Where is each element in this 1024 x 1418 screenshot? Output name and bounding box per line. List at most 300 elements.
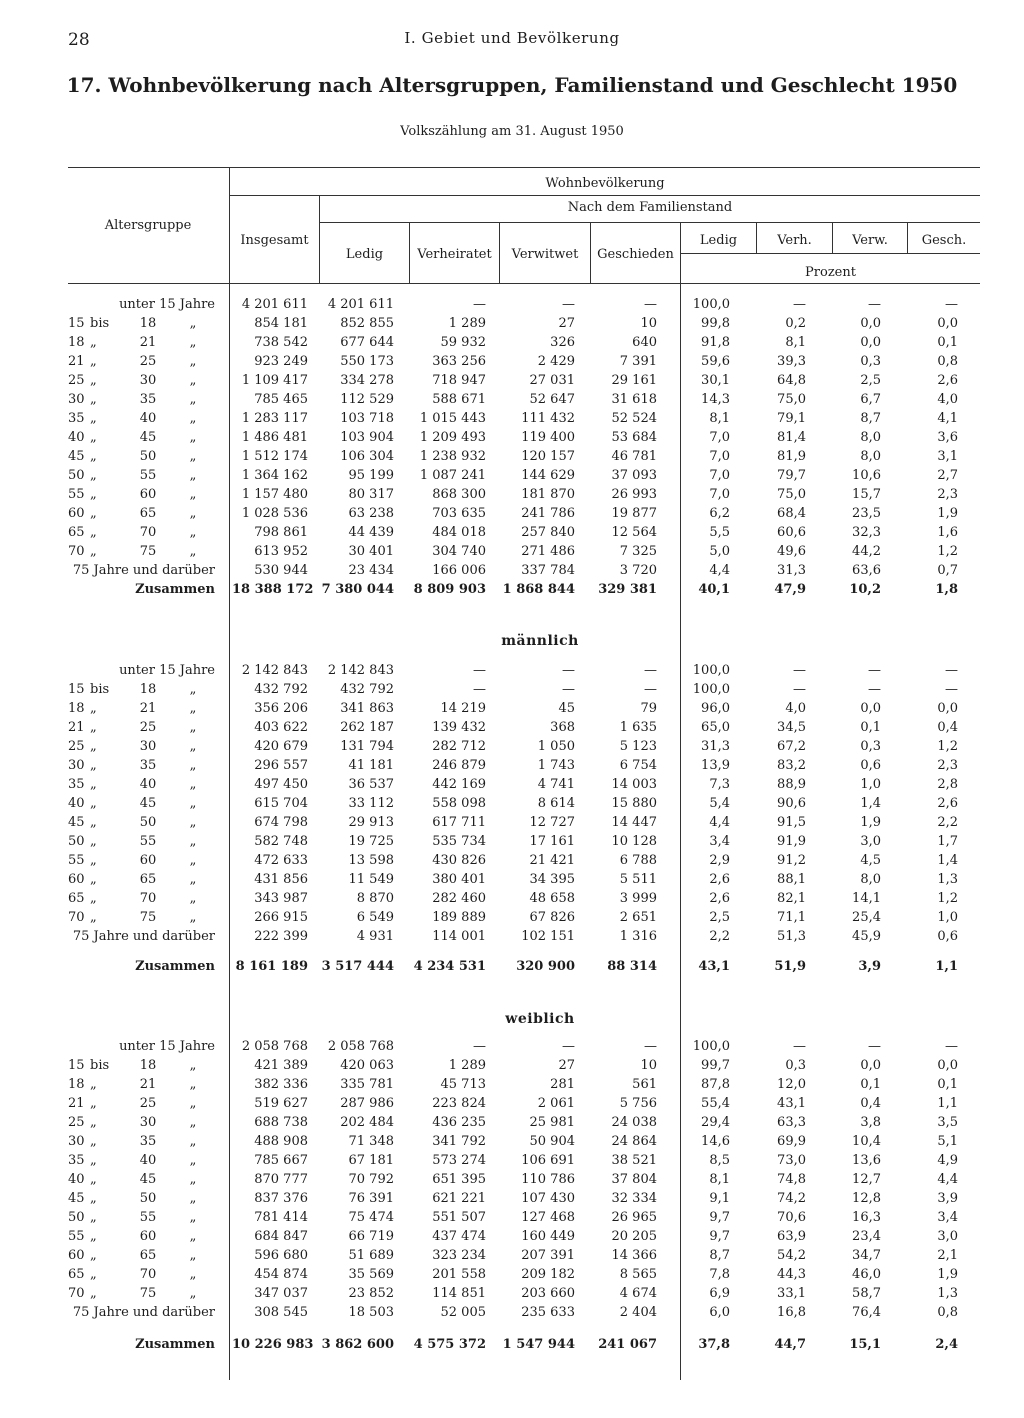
table-row <box>0 1284 1024 1303</box>
age-from: 35 <box>68 1153 85 1168</box>
cell-pct-verw: 12,7 <box>852 1172 881 1187</box>
age-from: 45 <box>68 449 85 464</box>
table-row <box>0 1075 1024 1094</box>
age-from: 25 <box>68 1115 85 1130</box>
cell-verwitwet: 241 786 <box>521 506 575 521</box>
ditto-mark: „ <box>189 487 197 502</box>
cell-insgesamt: 613 952 <box>254 544 308 559</box>
cell-verheiratet: 282 712 <box>432 739 486 754</box>
ditto-mark: „ <box>189 430 197 445</box>
total-pct-verh: 44,7 <box>774 1337 806 1352</box>
cell-ledig: 33 112 <box>348 796 394 811</box>
age-to: 35 <box>139 392 157 407</box>
cell-pct-ledig: 6,0 <box>709 1305 730 1320</box>
cell-pct-verw: 76,4 <box>852 1305 881 1320</box>
total-label: Zusammen <box>135 959 215 974</box>
cell-verheiratet: 363 256 <box>432 354 486 369</box>
total-verheiratet: 4 234 531 <box>413 959 486 974</box>
header-ledig: Ledig <box>345 247 384 262</box>
cell-pct-gesch: 2,3 <box>937 758 958 773</box>
age-from: 15 <box>68 1058 85 1073</box>
cell-pct-verw: — <box>868 682 881 697</box>
cell-verwitwet: 326 <box>550 335 575 350</box>
header-verheiratet: Verheiratet <box>417 247 492 262</box>
table-row <box>0 561 1024 580</box>
cell-pct-verh: 69,9 <box>777 1134 806 1149</box>
age-from: 70 <box>68 910 85 925</box>
total-pct-verw: 10,2 <box>849 582 881 597</box>
table-row <box>0 1303 1024 1322</box>
cell-insgesamt: 1 486 481 <box>241 430 308 445</box>
cell-pct-gesch: — <box>945 297 958 312</box>
cell-pct-verw: 3,8 <box>860 1115 881 1130</box>
cell-insgesamt: 2 058 768 <box>241 1039 308 1054</box>
cell-pct-verw: 8,0 <box>860 449 881 464</box>
table-row <box>0 756 1024 775</box>
cell-ledig: 334 278 <box>340 373 394 388</box>
age-to: 18 <box>139 1058 157 1073</box>
cell-pct-gesch: 3,0 <box>937 1229 958 1244</box>
cell-verheiratet: — <box>473 663 486 678</box>
age-from: 55 <box>68 487 85 502</box>
age-from: 65 <box>68 1267 85 1282</box>
cell-pct-verh: 63,3 <box>777 1115 806 1130</box>
cell-pct-verh: 60,6 <box>777 525 806 540</box>
ditto-mark: „ <box>189 1058 197 1073</box>
cell-geschieden: 7 325 <box>619 544 657 559</box>
ditto-mark: „ <box>189 739 197 754</box>
cell-verheiratet: 621 221 <box>432 1191 486 1206</box>
table-row <box>0 485 1024 504</box>
cell-ledig: 4 201 611 <box>327 297 394 312</box>
age-to: 50 <box>139 1191 157 1206</box>
cell-pct-ledig: 8,1 <box>709 1172 730 1187</box>
cell-ledig: 71 348 <box>348 1134 394 1149</box>
table-row <box>0 661 1024 680</box>
cell-pct-verh: 68,4 <box>777 506 806 521</box>
cell-pct-gesch: 1,7 <box>937 834 958 849</box>
age-connector: „ <box>90 544 97 559</box>
cell-geschieden: 10 128 <box>611 834 657 849</box>
total-pct-ledig: 37,8 <box>698 1337 730 1352</box>
cell-pct-verw: 25,4 <box>852 910 881 925</box>
age-connector: „ <box>90 1096 97 1111</box>
age-from: 18 <box>68 701 85 716</box>
table-row <box>0 371 1024 390</box>
table-row <box>0 889 1024 908</box>
cell-verheiratet: 341 792 <box>432 1134 486 1149</box>
cell-verheiratet: 558 098 <box>432 796 486 811</box>
cell-verwitwet: 27 <box>558 1058 575 1073</box>
cell-ledig: 131 794 <box>340 739 394 754</box>
cell-ledig: 29 913 <box>348 815 394 830</box>
ditto-mark: „ <box>189 1267 197 1282</box>
cell-geschieden: 46 781 <box>611 449 657 464</box>
cell-insgesamt: 222 399 <box>254 929 308 944</box>
header-rule-familienstand <box>320 222 980 223</box>
cell-pct-ledig: 100,0 <box>692 1039 730 1054</box>
cell-pct-ledig: 2,6 <box>709 891 730 906</box>
ditto-mark: „ <box>189 468 197 483</box>
header-prozent: Prozent <box>805 265 856 280</box>
cell-geschieden: 26 993 <box>611 487 657 502</box>
cell-pct-verh: 63,9 <box>777 1229 806 1244</box>
age-connector: „ <box>90 1267 97 1282</box>
age-from: 21 <box>68 1096 85 1111</box>
table-row <box>0 542 1024 561</box>
age-group-label: 75 Jahre und darüber <box>72 929 215 944</box>
cell-pct-ledig: 2,9 <box>709 853 730 868</box>
age-group-label: unter 15 Jahre <box>119 297 215 312</box>
cell-verheiratet: 14 219 <box>440 701 486 716</box>
ditto-mark: „ <box>189 815 197 830</box>
cell-pct-verh: 88,9 <box>777 777 806 792</box>
age-to: 55 <box>139 468 157 483</box>
cell-verwitwet: 2 061 <box>537 1096 575 1111</box>
age-connector: „ <box>90 720 97 735</box>
cell-pct-ledig: 29,4 <box>701 1115 730 1130</box>
cell-pct-verw: 0,1 <box>860 720 881 735</box>
age-connector: „ <box>90 487 97 502</box>
cell-pct-verh: — <box>793 297 806 312</box>
cell-ledig: 287 986 <box>340 1096 394 1111</box>
cell-geschieden: 5 511 <box>619 872 657 887</box>
age-from: 50 <box>68 468 85 483</box>
cell-pct-verh: 8,1 <box>785 335 806 350</box>
cell-pct-verh: 75,0 <box>777 392 806 407</box>
cell-geschieden: 14 447 <box>611 815 657 830</box>
ditto-mark: „ <box>189 1210 197 1225</box>
age-to: 65 <box>139 506 157 521</box>
cell-ledig: 23 852 <box>348 1286 394 1301</box>
total-geschieden: 241 067 <box>598 1337 657 1352</box>
age-connector: „ <box>90 335 97 350</box>
cell-pct-gesch: 2,3 <box>937 487 958 502</box>
cell-pct-gesch: — <box>945 663 958 678</box>
age-connector: „ <box>90 1172 97 1187</box>
cell-pct-verw: 34,7 <box>852 1248 881 1263</box>
cell-pct-gesch: 4,1 <box>937 411 958 426</box>
cell-geschieden: 561 <box>632 1077 657 1092</box>
cell-pct-verh: 75,0 <box>777 487 806 502</box>
age-connector: „ <box>90 449 97 464</box>
cell-geschieden: 14 366 <box>611 1248 657 1263</box>
cell-pct-gesch: 1,3 <box>937 872 958 887</box>
cell-insgesamt: 296 557 <box>254 758 308 773</box>
cell-insgesamt: 615 704 <box>254 796 308 811</box>
cell-verwitwet: 181 870 <box>521 487 575 502</box>
cell-verwitwet: 34 395 <box>529 872 575 887</box>
cell-pct-verw: 3,0 <box>860 834 881 849</box>
cell-pct-verw: 46,0 <box>852 1267 881 1282</box>
age-to: 70 <box>139 891 157 906</box>
cell-insgesamt: 432 792 <box>254 682 308 697</box>
total-geschieden: 88 314 <box>607 959 657 974</box>
cell-ledig: 44 439 <box>348 525 394 540</box>
cell-pct-verh: 81,9 <box>777 449 806 464</box>
ditto-mark: „ <box>189 1172 197 1187</box>
age-to: 60 <box>139 853 157 868</box>
cell-insgesamt: 1 364 162 <box>241 468 308 483</box>
age-connector: „ <box>90 373 97 388</box>
table-row <box>0 813 1024 832</box>
cell-ledig: 95 199 <box>348 468 394 483</box>
cell-ledig: 80 317 <box>348 487 394 502</box>
cell-pct-verh: 12,0 <box>777 1077 806 1092</box>
cell-pct-verh: 70,6 <box>777 1210 806 1225</box>
age-to: 45 <box>139 430 157 445</box>
cell-pct-ledig: 31,3 <box>701 739 730 754</box>
cell-pct-ledig: 3,4 <box>709 834 730 849</box>
cell-ledig: 112 529 <box>340 392 394 407</box>
cell-verheiratet: 703 635 <box>432 506 486 521</box>
age-connector: „ <box>90 777 97 792</box>
table-row <box>0 333 1024 352</box>
age-to: 50 <box>139 449 157 464</box>
cell-verheiratet: 1 015 443 <box>419 411 486 426</box>
age-from: 40 <box>68 796 85 811</box>
total-pct-gesch: 1,1 <box>935 959 958 974</box>
table-row <box>0 870 1024 889</box>
cell-verwitwet: 127 468 <box>521 1210 575 1225</box>
ditto-mark: „ <box>189 1248 197 1263</box>
cell-pct-gesch: 3,6 <box>937 430 958 445</box>
total-verwitwet: 1 547 944 <box>502 1337 575 1352</box>
age-from: 50 <box>68 834 85 849</box>
table-row <box>0 447 1024 466</box>
table-row <box>0 680 1024 699</box>
age-group-label: unter 15 Jahre <box>119 663 215 678</box>
table-row <box>0 699 1024 718</box>
age-to: 35 <box>139 758 157 773</box>
age-connector: „ <box>90 1134 97 1149</box>
age-to: 25 <box>139 354 157 369</box>
cell-pct-verw: 4,5 <box>860 853 881 868</box>
cell-pct-gesch: 0,0 <box>937 1058 958 1073</box>
table-row <box>0 295 1024 314</box>
cell-geschieden: 37 093 <box>611 468 657 483</box>
cell-verheiratet: 651 395 <box>432 1172 486 1187</box>
cell-pct-verw: 2,5 <box>860 373 881 388</box>
cell-insgesamt: 870 777 <box>254 1172 308 1187</box>
age-from: 15 <box>68 316 85 331</box>
cell-pct-verh: 74,2 <box>777 1191 806 1206</box>
age-from: 45 <box>68 815 85 830</box>
total-verheiratet: 4 575 372 <box>413 1337 486 1352</box>
cell-verheiratet: 437 474 <box>432 1229 486 1244</box>
total-pct-verw: 15,1 <box>849 1337 881 1352</box>
total-pct-gesch: 1,8 <box>935 582 958 597</box>
cell-pct-verh: 71,1 <box>777 910 806 925</box>
cell-pct-ledig: 9,7 <box>709 1210 730 1225</box>
age-connector: „ <box>90 1153 97 1168</box>
cell-geschieden: 12 564 <box>611 525 657 540</box>
cell-verwitwet: — <box>562 663 575 678</box>
cell-verheiratet: 484 018 <box>432 525 486 540</box>
total-pct-gesch: 2,4 <box>935 1337 958 1352</box>
age-to: 18 <box>139 316 157 331</box>
cell-pct-verw: 13,6 <box>852 1153 881 1168</box>
cell-pct-gesch: 1,2 <box>937 544 958 559</box>
cell-geschieden: 10 <box>640 316 657 331</box>
age-connector: „ <box>90 1191 97 1206</box>
ditto-mark: „ <box>189 1115 197 1130</box>
cell-pct-ledig: 7,0 <box>709 449 730 464</box>
age-from: 65 <box>68 891 85 906</box>
cell-pct-ledig: 59,6 <box>701 354 730 369</box>
header-p-verw: Verw. <box>852 233 888 248</box>
cell-ledig: 106 304 <box>340 449 394 464</box>
age-connector: „ <box>90 506 97 521</box>
table-row <box>0 466 1024 485</box>
ditto-mark: „ <box>189 1134 197 1149</box>
age-connector: „ <box>90 354 97 369</box>
cell-verheiratet: 246 879 <box>432 758 486 773</box>
cell-ledig: 550 173 <box>340 354 394 369</box>
cell-verwitwet: 52 647 <box>529 392 575 407</box>
ditto-mark: „ <box>189 701 197 716</box>
cell-verwitwet: 368 <box>550 720 575 735</box>
cell-verheiratet: 201 558 <box>432 1267 486 1282</box>
table-row <box>0 775 1024 794</box>
ditto-mark: „ <box>189 316 197 331</box>
cell-pct-verh: 49,6 <box>777 544 806 559</box>
cell-pct-gesch: 0,1 <box>937 1077 958 1092</box>
cell-pct-verh: — <box>793 682 806 697</box>
age-to: 60 <box>139 1229 157 1244</box>
cell-verwitwet: 203 660 <box>521 1286 575 1301</box>
cell-pct-verw: 0,3 <box>860 354 881 369</box>
cell-pct-ledig: 6,2 <box>709 506 730 521</box>
age-connector: „ <box>90 1210 97 1225</box>
cell-geschieden: 79 <box>640 701 657 716</box>
cell-ledig: 202 484 <box>340 1115 394 1130</box>
cell-pct-verh: 64,8 <box>777 373 806 388</box>
cell-pct-verh: 0,2 <box>785 316 806 331</box>
age-connector: „ <box>90 910 97 925</box>
cell-verwitwet: 45 <box>558 701 575 716</box>
cell-ledig: 30 401 <box>348 544 394 559</box>
cell-ledig: 677 644 <box>340 335 394 350</box>
cell-pct-verw: 0,0 <box>860 316 881 331</box>
cell-pct-gesch: — <box>945 682 958 697</box>
table-row <box>0 523 1024 542</box>
cell-verwitwet: 1 743 <box>537 758 575 773</box>
cell-geschieden: 1 635 <box>619 720 657 735</box>
table-row <box>0 1132 1024 1151</box>
cell-insgesamt: 596 680 <box>254 1248 308 1263</box>
ditto-mark: „ <box>189 758 197 773</box>
total-pct-verh: 51,9 <box>774 959 806 974</box>
cell-verheiratet: — <box>473 682 486 697</box>
section-heading-maennlich: männlich <box>501 633 579 649</box>
cell-pct-gesch: 0,0 <box>937 316 958 331</box>
cell-pct-gesch: 1,9 <box>937 506 958 521</box>
cell-pct-ledig: 87,8 <box>701 1077 730 1092</box>
age-connector: „ <box>90 701 97 716</box>
cell-verwitwet: 2 429 <box>537 354 575 369</box>
age-connector: „ <box>90 392 97 407</box>
cell-pct-verh: 16,8 <box>777 1305 806 1320</box>
age-connector: „ <box>90 1248 97 1263</box>
table-row <box>0 409 1024 428</box>
cell-verwitwet: 120 157 <box>521 449 575 464</box>
age-to: 21 <box>139 701 157 716</box>
cell-ledig: 23 434 <box>348 563 394 578</box>
cell-verheiratet: 59 932 <box>440 335 486 350</box>
cell-insgesamt: 738 542 <box>254 335 308 350</box>
cell-pct-gesch: 1,2 <box>937 739 958 754</box>
total-verwitwet: 320 900 <box>516 959 575 974</box>
cell-insgesamt: 530 944 <box>254 563 308 578</box>
cell-insgesamt: 1 109 417 <box>241 373 308 388</box>
cell-insgesamt: 781 414 <box>254 1210 308 1225</box>
cell-insgesamt: 2 142 843 <box>241 663 308 678</box>
cell-pct-verh: 51,3 <box>777 929 806 944</box>
cell-verwitwet: 50 904 <box>529 1134 575 1149</box>
cell-pct-ledig: 6,9 <box>709 1286 730 1301</box>
cell-geschieden: 26 965 <box>611 1210 657 1225</box>
cell-geschieden: 10 <box>640 1058 657 1073</box>
total-insgesamt: 10 226 983 <box>232 1337 314 1352</box>
table-row <box>0 1189 1024 1208</box>
cell-verheiratet: 1 238 932 <box>419 449 486 464</box>
cell-pct-ledig: 9,1 <box>709 1191 730 1206</box>
table-row <box>0 718 1024 737</box>
ditto-mark: „ <box>189 392 197 407</box>
header-top-rule <box>68 167 980 168</box>
ditto-mark: „ <box>189 373 197 388</box>
table-subtitle: Volkszählung am 31. August 1950 <box>400 124 624 139</box>
cell-pct-verh: 79,7 <box>777 468 806 483</box>
table-row <box>0 1056 1024 1075</box>
total-pct-verh: 47,9 <box>774 582 806 597</box>
cell-pct-ledig: 7,8 <box>709 1267 730 1282</box>
cell-pct-verw: 8,7 <box>860 411 881 426</box>
cell-verwitwet: 106 691 <box>521 1153 575 1168</box>
age-from: 21 <box>68 354 85 369</box>
cell-pct-verh: 33,1 <box>777 1286 806 1301</box>
age-connector: „ <box>90 1115 97 1130</box>
ditto-mark: „ <box>189 354 197 369</box>
cell-insgesamt: 4 201 611 <box>241 297 308 312</box>
cell-pct-gesch: 3,1 <box>937 449 958 464</box>
cell-ledig: 76 391 <box>348 1191 394 1206</box>
cell-pct-verw: 1,9 <box>860 815 881 830</box>
table-title: 17. Wohnbevölkerung nach Altersgruppen, Familienstand und Geschlecht 1950 <box>66 73 958 97</box>
cell-geschieden: 8 565 <box>619 1267 657 1282</box>
cell-pct-verh: 34,5 <box>777 720 806 735</box>
total-row <box>0 580 1024 599</box>
ditto-mark: „ <box>189 335 197 350</box>
cell-geschieden: — <box>644 297 657 312</box>
cell-ledig: 420 063 <box>340 1058 394 1073</box>
cell-pct-verh: 91,9 <box>777 834 806 849</box>
age-to: 75 <box>139 1286 157 1301</box>
age-to: 35 <box>139 1134 157 1149</box>
table-row <box>0 1113 1024 1132</box>
cell-pct-verw: 0,1 <box>860 1077 881 1092</box>
table-row <box>0 428 1024 447</box>
cell-pct-gesch: 2,6 <box>937 373 958 388</box>
header-p-ledig: Ledig <box>699 233 738 248</box>
cell-pct-gesch: 0,7 <box>937 563 958 578</box>
cell-verheiratet: 323 234 <box>432 1248 486 1263</box>
cell-insgesamt: 1 157 480 <box>241 487 308 502</box>
cell-verwitwet: 17 161 <box>529 834 575 849</box>
ditto-mark: „ <box>189 1191 197 1206</box>
cell-geschieden: 32 334 <box>611 1191 657 1206</box>
